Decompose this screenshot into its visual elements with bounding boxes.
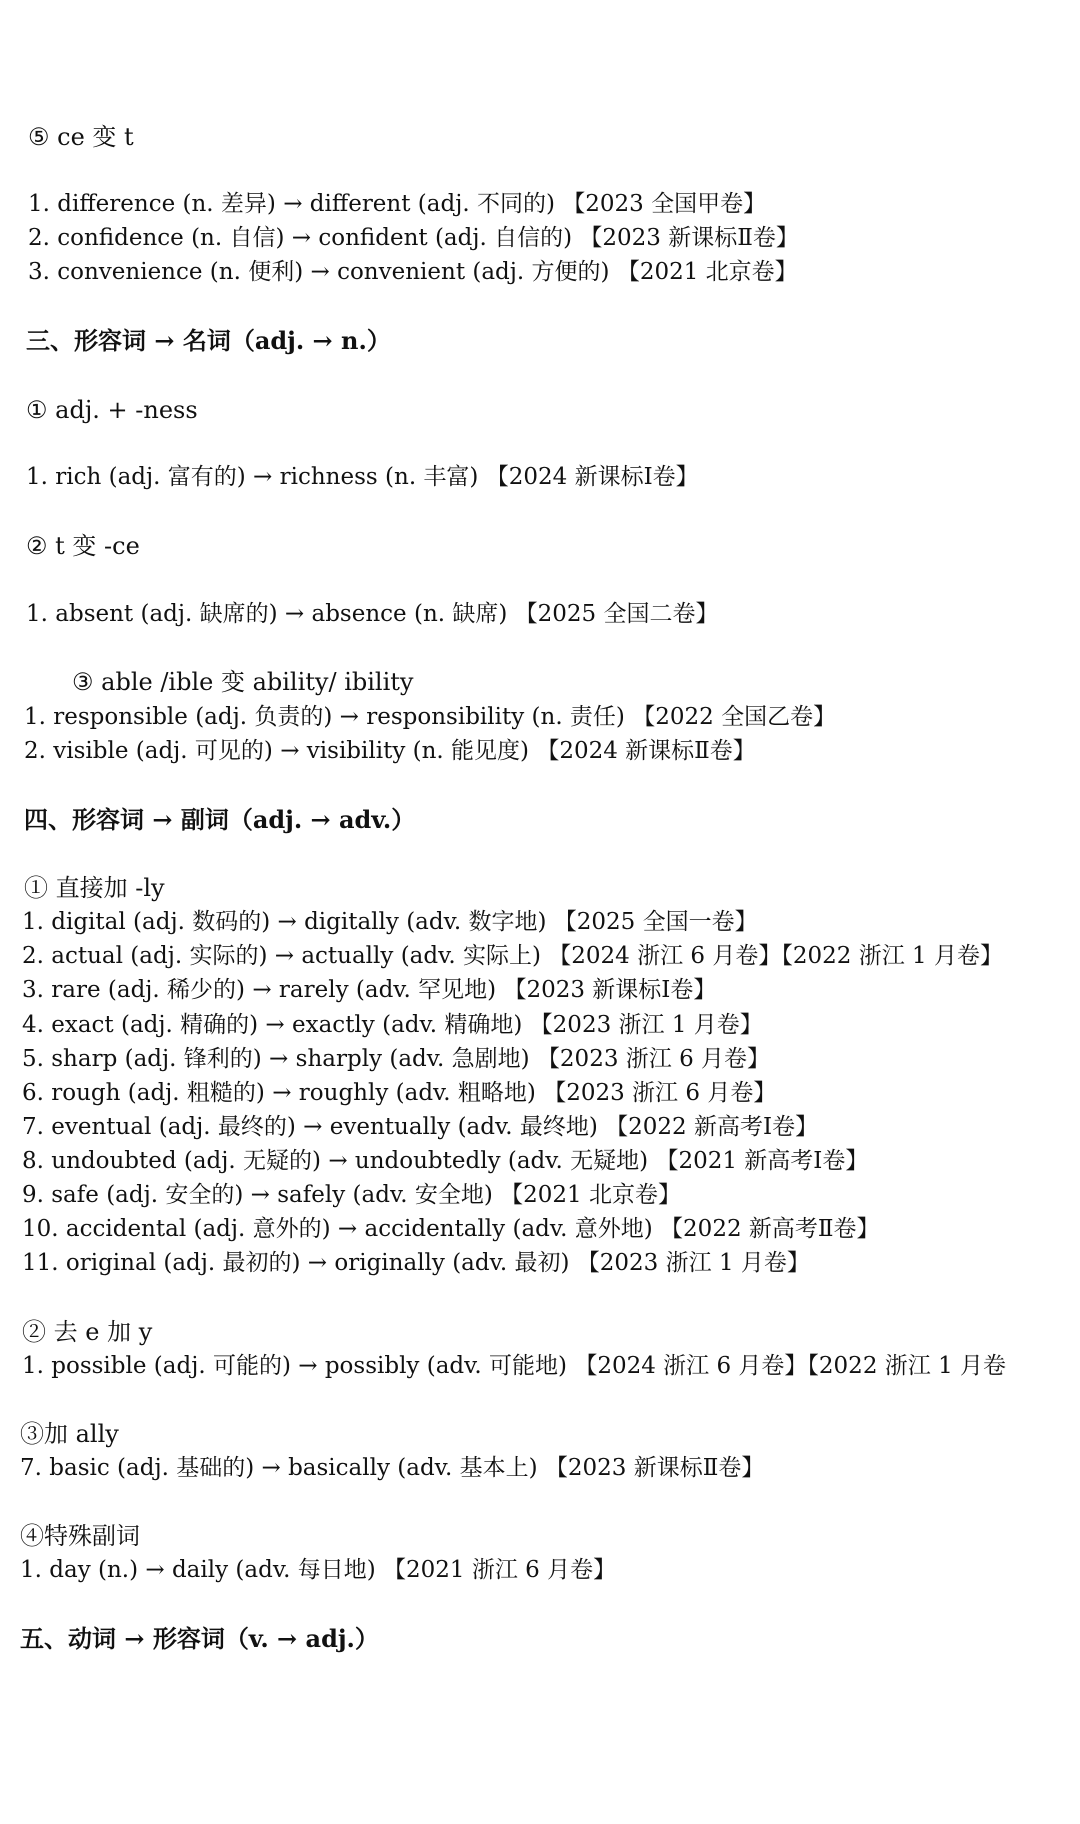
subheading-ability: ③ able /ible 变 ability/ ibility [72, 668, 414, 696]
subheading-special-adverbs: ④特殊副词 [20, 1522, 140, 1550]
section-heading-5: 五、动词 → 形容词（v. → adj.） [20, 1624, 379, 1653]
list-item: 7. eventual (adj. 最终的) → eventually (adv. 最终地) 【2022 新高考Ⅰ卷】 [22, 1114, 819, 1140]
list-item: 4. exact (adj. 精确的) → exactly (adv. 精确地) 【2023 浙江 1 月卷】 [22, 1012, 763, 1038]
list-item: 5. sharp (adj. 锋利的) → sharply (adv. 急剧地) 【2023 浙江 6 月卷】 [22, 1046, 771, 1072]
list-item: 3. convenience (n. 便利) → convenient (adj. 方便的) 【2021 北京卷】 [28, 259, 798, 285]
list-item: 8. undoubted (adj. 无疑的) → undoubtedly (adv. 无疑地) 【2021 新高考Ⅰ卷】 [22, 1148, 869, 1174]
subheading-add-ally: ③加 ally [20, 1420, 119, 1448]
list-item: 6. rough (adj. 粗糙的) → roughly (adv. 粗略地) 【2023 浙江 6 月卷】 [22, 1080, 777, 1106]
subheading-drop-e-add-y: ② 去 e 加 y [22, 1318, 153, 1346]
section-heading-4: 四、形容词 → 副词（adj. → adv.） [24, 805, 416, 834]
list-item: 1. digital (adj. 数码的) → digitally (adv. 数字地) 【2025 全国一卷】 [22, 909, 758, 935]
list-item: 1. possible (adj. 可能的) → possibly (adv. 可能地) 【2024 浙江 6 月卷】【2022 浙江 1 月卷 [22, 1353, 1007, 1379]
list-item: 7. basic (adj. 基础的) → basically (adv. 基本上) 【2023 新课标Ⅱ卷】 [20, 1455, 765, 1481]
list-item: 3. rare (adj. 稀少的) → rarely (adv. 罕见地) 【2023 新课标Ⅰ卷】 [22, 977, 717, 1003]
list-item: 2. visible (adj. 可见的) → visibility (n. 能见度) 【2024 新课标Ⅱ卷】 [24, 738, 756, 764]
subheading-ness: ① adj. + -ness [26, 396, 198, 424]
subheading-ce-to-t: ⑤ ce 变 t [28, 123, 134, 151]
list-item: 2. confidence (n. 自信) → confident (adj. 自信的) 【2023 新课标Ⅱ卷】 [28, 225, 799, 251]
subheading-add-ly: ① 直接加 -ly [24, 874, 165, 902]
list-item: 1. day (n.) → daily (adv. 每日地) 【2021 浙江 6 月卷】 [20, 1557, 617, 1583]
list-item: 1. absent (adj. 缺席的) → absence (n. 缺席) 【2025 全国二卷】 [26, 601, 719, 627]
list-item: 10. accidental (adj. 意外的) → accidentally (adv. 意外地) 【2022 新高考Ⅱ卷】 [22, 1216, 880, 1242]
list-item: 2. actual (adj. 实际的) → actually (adv. 实际上) 【2024 浙江 6 月卷】【2022 浙江 1 月卷】 [22, 943, 1003, 969]
list-item: 1. rich (adj. 富有的) → richness (n. 丰富) 【2024 新课标Ⅰ卷】 [26, 464, 699, 490]
list-item: 9. safe (adj. 安全的) → safely (adv. 安全地) 【2021 北京卷】 [22, 1182, 681, 1208]
list-item: 1. difference (n. 差异) → different (adj. 不同的) 【2023 全国甲卷】 [28, 191, 767, 217]
subheading-t-to-ce: ② t 变 -ce [26, 532, 140, 560]
list-item: 1. responsible (adj. 负责的) → responsibility (n. 责任) 【2022 全国乙卷】 [24, 704, 837, 730]
list-item: 11. original (adj. 最初的) → originally (adv. 最初) 【2023 浙江 1 月卷】 [22, 1250, 810, 1276]
section-heading-3: 三、形容词 → 名词（adj. → n.） [26, 326, 391, 355]
